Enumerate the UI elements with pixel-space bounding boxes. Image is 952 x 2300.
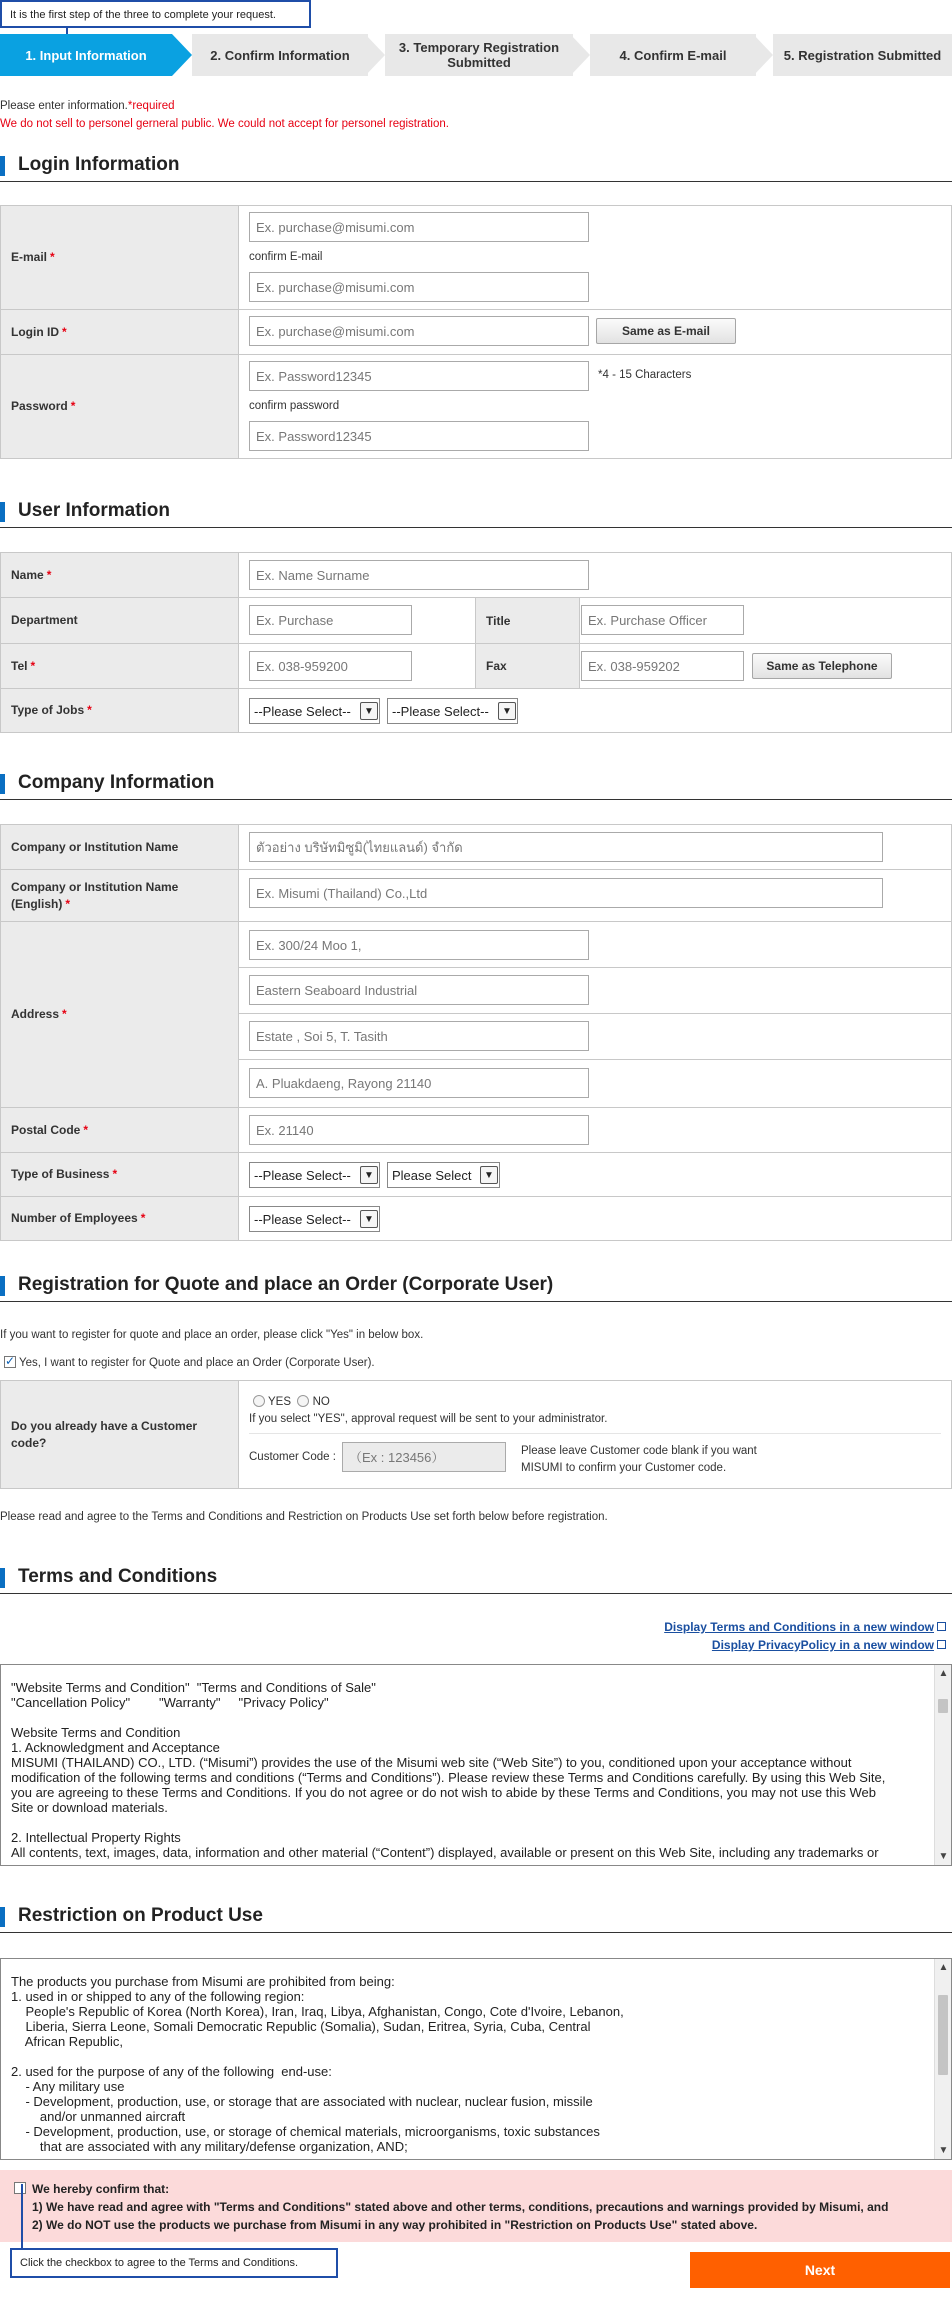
fax-label: Fax [475, 644, 580, 688]
step-input-information: 1. Input Information [0, 34, 172, 76]
step-temporary-registration: 3. Temporary Registration Submitted [385, 34, 573, 76]
terms-content: "Website Terms and Condition" "Terms and Conditions of Sale" "Cancellation Policy" "Warranty" "Privacy Policy" Website Terms and Condition 1. Acknowledgment and Acceptance MISUMI (THAILAND) CO., LTD. (“Misumi”) provides the use of the Misumi web site (“Web Site”) to you, conditioned upon your acceptance without modification of the following terms and conditions (“Terms and Conditions”). Please review these Terms and Conditions carefully. By using this Web Site, you are agreeing to these Terms and Conditions. If you do not agree or do not wish to abide by these Terms and Conditions, you may not use this Web Site or download materials. 2. Intellectual Property Rights All contents, text, images, data, information and other material (“Content”) displayed, available or present on this Web Site, including any trademarks or [11, 1680, 886, 1860]
company-name-en-input[interactable] [249, 878, 883, 908]
address-line-2-input[interactable] [249, 975, 589, 1005]
quote-checkbox[interactable] [4, 1356, 16, 1368]
chevron-down-icon: ▼ [360, 1210, 378, 1228]
title-label: Title [475, 598, 580, 643]
postal-code-input[interactable] [249, 1115, 589, 1145]
step-tooltip: It is the first step of the three to complete your request. [0, 0, 311, 28]
yes-label: YES [268, 1396, 292, 1408]
agree-checkbox[interactable] [14, 2182, 26, 2194]
restriction-scrollbar[interactable] [934, 1959, 951, 2159]
step-registration-submitted: 5. Registration Submitted [773, 34, 952, 76]
employees-label: Number of Employees * [1, 1197, 239, 1240]
yes-radio[interactable] [253, 1395, 265, 1407]
jobs-select-primary[interactable]: --Please Select-- ▼ [249, 698, 380, 724]
company-name-label: Company or Institution Name [1, 825, 239, 869]
business-type-label: Type of Business * [1, 1153, 239, 1196]
company-name-input[interactable] [249, 832, 883, 862]
yes-note: If you select "YES", approval request will be sent to your administrator. [249, 1413, 608, 1425]
privacy-link[interactable]: Display PrivacyPolicy in a new window [712, 1638, 946, 1652]
scroll-thumb[interactable] [938, 1995, 948, 2075]
company-name-en-label: Company or Institution Name (English) * [1, 870, 239, 921]
jobs-label: Type of Jobs * [1, 689, 239, 732]
business-select-primary[interactable]: --Please Select-- ▼ [249, 1162, 380, 1188]
confirm-email-input[interactable] [249, 272, 589, 302]
chevron-down-icon: ▼ [360, 702, 378, 720]
chevron-down-icon: ▼ [498, 702, 516, 720]
password-label: Password * [1, 355, 239, 458]
step-arrow [172, 34, 192, 76]
postal-code-label: Postal Code * [1, 1108, 239, 1152]
agree-note: Please read and agree to the Terms and Conditions and Restriction on Products Use set forth below before registration. [0, 1511, 608, 1523]
address-line-4-input[interactable] [249, 1068, 589, 1098]
quote-checkbox-label: Yes, I want to register for Quote and place an Order (Corporate User). [19, 1357, 375, 1369]
customer-code-question: Do you already have a Customer code? [1, 1381, 239, 1488]
address-line-1-input[interactable] [249, 930, 589, 960]
company-section-title: Company Information [0, 770, 952, 800]
customer-code-form [0, 1380, 952, 1489]
customer-code-radio-group [253, 1395, 330, 1408]
login-form [0, 205, 952, 459]
department-label: Department [1, 598, 239, 643]
personal-notice: We do not sell to personel gerneral public. We could not accept for personel registration. [0, 118, 449, 130]
confirm-line-1: We hereby confirm that: [32, 2182, 170, 2196]
password-input[interactable] [249, 361, 589, 391]
chevron-down-icon: ▼ [360, 1166, 378, 1184]
agree-tooltip: Click the checkbox to agree to the Terms and Conditions. [10, 2248, 338, 2278]
tel-label: Tel * [1, 644, 239, 688]
terms-link[interactable]: Display Terms and Conditions in a new window [664, 1620, 946, 1634]
customer-code-input[interactable] [342, 1442, 506, 1472]
employees-select[interactable]: --Please Select-- ▼ [249, 1206, 380, 1232]
quote-checkbox-row[interactable] [4, 1356, 375, 1369]
terms-section-title: Terms and Conditions [0, 1564, 952, 1594]
jobs-select-secondary[interactable]: --Please Select-- ▼ [387, 698, 518, 724]
email-input[interactable] [249, 212, 589, 242]
scroll-thumb[interactable] [938, 1699, 948, 1713]
chevron-down-icon: ▼ [480, 1166, 498, 1184]
step-arrow [365, 34, 385, 76]
restriction-section-title: Restriction on Product Use [0, 1903, 952, 1933]
quote-info: If you want to register for quote and place an order, please click "Yes" in below box. [0, 1329, 424, 1341]
quote-section-title: Registration for Quote and place an Order (Corporate User) [0, 1272, 952, 1302]
no-radio[interactable] [297, 1395, 309, 1407]
same-as-email-button[interactable]: Same as E-mail [596, 318, 736, 344]
restriction-content: The products you purchase from Misumi are prohibited from being: 1. used in or shipped to any of the following region: People's Republic of Korea (North Korea), Iran, Iraq, Libya, Afghanistan, Congo, Cote d'Ivoire, Lebanon, Liberia, Sierra Leone, Somali Democratic Republic (Somalia), Sudan, Eritrea, Syria, Cuba, Central African Republic, 2. used for the purpose of any of the following end-use: - Any military use - Development, production, use, or storage that are associated with nuclear, nuclear fusion, missile and/or unmanned aircraft - Development, production, use, or storage of chemical materials, microorganisms, toxic substances that are associated with any military/defense organization, AND; [11, 1974, 624, 2154]
progress-steps [0, 34, 952, 76]
scroll-up-icon[interactable]: ▲ [938, 1668, 949, 1679]
intro-text: Please enter information.*required [0, 100, 175, 112]
fax-input[interactable] [581, 651, 744, 681]
email-label: E-mail * [1, 206, 239, 309]
login-id-label: Login ID * [1, 310, 239, 354]
name-label: Name * [1, 553, 239, 597]
customer-code-field-label: Customer Code : [249, 1451, 336, 1463]
scroll-up-icon[interactable]: ▲ [938, 1962, 949, 1973]
same-as-telephone-button[interactable]: Same as Telephone [752, 653, 892, 679]
step-arrow [570, 34, 590, 76]
confirm-password-input[interactable] [249, 421, 589, 451]
customer-code-note: Please leave Customer code blank if you want MISUMI to confirm your Customer code. [521, 1445, 757, 1474]
no-label: NO [312, 1396, 330, 1408]
tel-input[interactable] [249, 651, 412, 681]
user-form [0, 552, 952, 733]
address-line-3-input[interactable] [249, 1021, 589, 1051]
business-select-secondary[interactable]: Please Select ▼ [387, 1162, 500, 1188]
confirm-password-label: confirm password [249, 400, 340, 412]
name-input[interactable] [249, 560, 589, 590]
tooltip-pointer [21, 2184, 23, 2248]
login-id-input[interactable] [249, 316, 589, 346]
address-label: Address * [1, 922, 239, 1107]
terms-scrollbox[interactable] [0, 1664, 952, 1866]
step-confirm-information: 2. Confirm Information [192, 34, 368, 76]
step-confirm-email: 4. Confirm E-mail [590, 34, 756, 76]
next-button[interactable]: Next [690, 2252, 950, 2288]
confirm-line-3: 2) We do NOT use the products we purchase from Misumi in any way prohibited in "Restriction on Products Use" stated above. [32, 2218, 758, 2232]
user-section-title: User Information [0, 498, 952, 528]
external-window-icon [937, 1640, 946, 1649]
scroll-down-icon[interactable]: ▼ [938, 1851, 949, 1862]
password-hint: *4 - 15 Characters [598, 369, 692, 381]
company-form [0, 824, 952, 1241]
confirm-line-2: 1) We have read and agree with "Terms and Conditions" stated above and other terms, conditions, precautions and warnings provided by Misumi, and [32, 2200, 889, 2214]
scroll-down-icon[interactable]: ▼ [938, 2145, 949, 2156]
title-input[interactable] [581, 605, 744, 635]
external-window-icon [937, 1622, 946, 1631]
confirm-box [0, 2170, 952, 2242]
terms-scrollbar[interactable] [934, 1665, 951, 1865]
login-section-title: Login Information [0, 152, 952, 182]
restriction-scrollbox[interactable] [0, 1958, 952, 2160]
department-input[interactable] [249, 605, 412, 635]
confirm-email-label: confirm E-mail [249, 251, 323, 263]
step-arrow [753, 34, 773, 76]
